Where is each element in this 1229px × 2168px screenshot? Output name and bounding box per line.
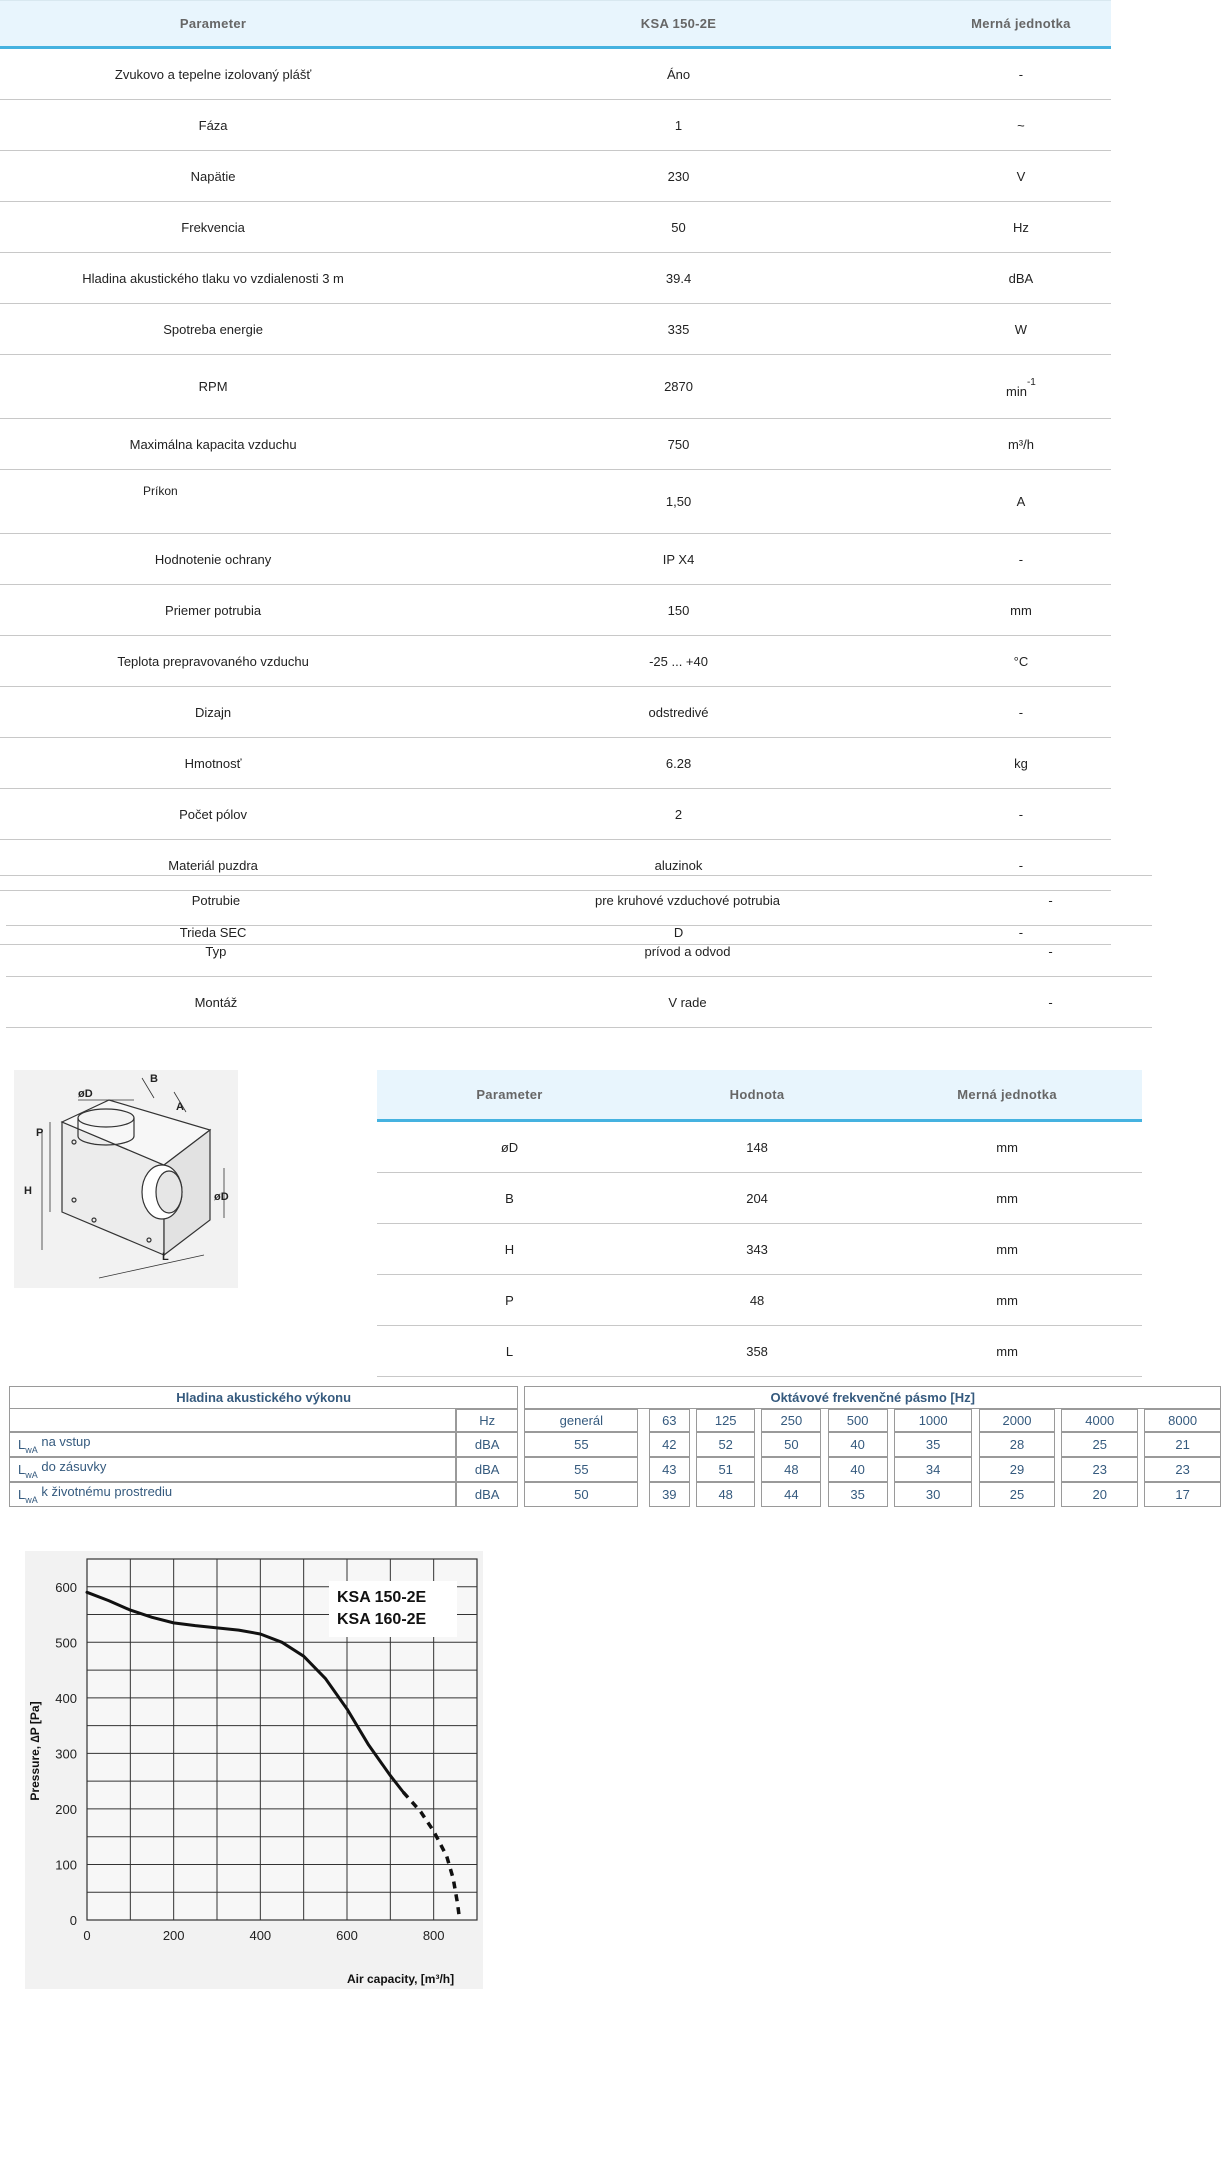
table-row	[0, 419, 1111, 470]
param-name: Fáza	[0, 100, 426, 151]
lwa-symbol: L	[18, 1437, 26, 1452]
param-name: Potrubie	[6, 875, 426, 926]
pressure-chart	[25, 1551, 483, 1989]
label-l: L	[162, 1251, 169, 1263]
acoustic-value: 50	[524, 1482, 638, 1507]
param-unit: W	[931, 304, 1111, 355]
table-row	[0, 202, 1111, 253]
octave-band-title: Oktávové frekvenčné pásmo [Hz]	[524, 1386, 1221, 1409]
acoustic-value: 55	[524, 1457, 638, 1482]
dim-name: øD	[377, 1121, 642, 1173]
y-tick-label: 400	[55, 1690, 77, 1706]
label-h: H	[24, 1185, 32, 1197]
dim-unit: mm	[872, 1121, 1142, 1173]
acoustic-row	[9, 1457, 1221, 1482]
spec-table	[0, 0, 1111, 945]
y-tick-label: 200	[55, 1801, 77, 1817]
lwa-subscript: wA	[25, 1495, 38, 1505]
param-value: IP X4	[426, 534, 931, 585]
acoustic-value: 44	[761, 1482, 821, 1507]
legend-item: KSA 150-2E	[337, 1589, 427, 1606]
x-axis-label: Air capacity, [m³/h]	[347, 1972, 455, 1986]
param-unit: Hz	[931, 202, 1111, 253]
param-value: aluzinok	[426, 840, 931, 891]
table-row	[0, 687, 1111, 738]
param-value: 1,50	[426, 470, 931, 534]
param-name: Hladina akustického tlaku vo vzdialenosti 3 m	[0, 253, 426, 304]
param-name: RPM	[0, 355, 426, 419]
param-unit: -	[931, 687, 1111, 738]
table-row	[377, 1275, 1142, 1326]
label-od-side: øD	[214, 1191, 229, 1203]
acoustic-unit: dBA	[456, 1432, 518, 1457]
x-tick-label: 200	[162, 1928, 185, 1943]
param-value: -25 ... +40	[426, 636, 931, 687]
acoustic-value: 21	[1144, 1432, 1221, 1457]
param-value: 150	[426, 585, 931, 636]
param-value: V rade	[426, 977, 949, 1028]
table-row	[0, 48, 1111, 100]
spacer	[638, 1482, 648, 1507]
param-value: 335	[426, 304, 931, 355]
param-unit: -	[931, 48, 1111, 100]
param-value: odstredivé	[426, 687, 931, 738]
acoustic-value: 55	[524, 1432, 638, 1457]
spec-header-parameter: Parameter	[0, 1, 426, 48]
table-row	[377, 1326, 1142, 1377]
param-unit: V	[931, 151, 1111, 202]
param-value: pre kruhové vzduchové potrubia	[426, 875, 949, 926]
param-unit: -	[949, 977, 1152, 1028]
acoustic-value: 28	[979, 1432, 1056, 1457]
acoustic-value: 25	[979, 1482, 1056, 1507]
dims-header-value: Hodnota	[642, 1070, 872, 1121]
dim-value: 343	[642, 1224, 872, 1275]
acoustic-row-label	[9, 1482, 456, 1507]
band-header: generál	[524, 1409, 638, 1432]
band-header: 2000	[979, 1409, 1056, 1432]
band-header: 63	[649, 1409, 690, 1432]
acoustic-value: 48	[761, 1457, 821, 1482]
param-name: Dizajn	[0, 687, 426, 738]
dim-name: P	[377, 1275, 642, 1326]
band-header: 250	[761, 1409, 821, 1432]
dim-value: 204	[642, 1173, 872, 1224]
param-name: Frekvencia	[0, 202, 426, 253]
param-value: 230	[426, 151, 931, 202]
param-name: Zvukovo a tepelne izolovaný plášť	[0, 48, 426, 100]
x-tick-label: 0	[83, 1928, 91, 1943]
legend-item: KSA 160-2E	[337, 1611, 427, 1628]
acoustic-value: 52	[696, 1432, 755, 1457]
acoustic-value: 25	[1061, 1432, 1138, 1457]
param-name: Maximálna kapacita vzduchu	[0, 419, 426, 470]
param-unit: ~	[931, 100, 1111, 151]
dim-value: 48	[642, 1275, 872, 1326]
blank-cell	[9, 1409, 456, 1432]
spacer	[638, 1409, 648, 1432]
acoustic-value: 40	[828, 1457, 888, 1482]
param-name: Priemer potrubia	[0, 585, 426, 636]
param-value: 750	[426, 419, 931, 470]
band-header: 4000	[1061, 1409, 1138, 1432]
param-value: Áno	[426, 48, 931, 100]
acoustic-value: 23	[1144, 1457, 1221, 1482]
table-row	[0, 738, 1111, 789]
param-unit: -	[931, 840, 1111, 891]
label-p: P	[36, 1127, 44, 1139]
y-axis-label: Pressure, ∆P [Pa]	[28, 1701, 42, 1801]
dims-header-row	[377, 1070, 1142, 1121]
x-tick-label: 600	[336, 1928, 358, 1943]
acoustic-value: 39	[649, 1482, 690, 1507]
acoustic-value: 50	[761, 1432, 821, 1457]
label-a: A	[176, 1101, 184, 1113]
param-unit: -	[931, 789, 1111, 840]
spec-table-continued	[6, 875, 1152, 1028]
y-tick-label: 0	[69, 1913, 77, 1928]
acoustic-value: 43	[649, 1457, 690, 1482]
table-row	[6, 875, 1152, 926]
param-name: Teplota prepravovaného vzduchu	[0, 636, 426, 687]
table-row	[0, 585, 1111, 636]
x-tick-label: 400	[249, 1928, 272, 1943]
param-unit: -	[931, 891, 1111, 945]
table-row	[0, 355, 1111, 419]
acoustic-value: 48	[696, 1482, 755, 1507]
param-unit: m³/h	[931, 419, 1111, 470]
acoustic-row-label	[9, 1432, 456, 1457]
spec-header-row	[0, 1, 1111, 48]
acoustic-title-row	[9, 1386, 1221, 1409]
param-name: Napätie	[0, 151, 426, 202]
param-unit: -	[949, 926, 1152, 977]
pressure-chart-svg	[25, 1551, 483, 1989]
acoustic-value: 17	[1144, 1482, 1221, 1507]
param-value: 39.4	[426, 253, 931, 304]
acoustic-value: 34	[894, 1457, 973, 1482]
fan-box-drawing	[14, 1070, 238, 1288]
dim-unit: mm	[872, 1224, 1142, 1275]
param-name: Hodnotenie ochrany	[0, 534, 426, 585]
lwa-subscript: wA	[25, 1445, 38, 1455]
table-row	[0, 100, 1111, 151]
label-od-top: øD	[78, 1088, 93, 1100]
band-header: 125	[696, 1409, 755, 1432]
table-row	[0, 304, 1111, 355]
table-row	[377, 1224, 1142, 1275]
dims-header-unit: Merná jednotka	[872, 1070, 1142, 1121]
dims-header-parameter: Parameter	[377, 1070, 642, 1121]
param-name-text: Príkon	[143, 484, 178, 498]
dim-value: 148	[642, 1121, 872, 1173]
acoustic-row	[9, 1432, 1221, 1457]
band-header: 1000	[894, 1409, 973, 1432]
param-name: Typ	[6, 926, 426, 977]
table-row	[377, 1121, 1142, 1173]
spacer	[638, 1432, 648, 1457]
unit-header: Hz	[456, 1409, 518, 1432]
param-value: 2870	[426, 355, 931, 419]
table-row	[377, 1173, 1142, 1224]
dim-name: B	[377, 1173, 642, 1224]
acoustic-table	[9, 1386, 1221, 1507]
band-header: 8000	[1144, 1409, 1221, 1432]
param-unit: A	[931, 470, 1111, 534]
acoustic-value: 23	[1061, 1457, 1138, 1482]
param-name: Počet pólov	[0, 789, 426, 840]
x-tick-label: 800	[422, 1928, 445, 1943]
acoustic-value: 35	[828, 1482, 888, 1507]
param-value: 50	[426, 202, 931, 253]
y-tick-label: 300	[55, 1746, 77, 1762]
param-value: 2	[426, 789, 931, 840]
dimension-drawing	[14, 1070, 238, 1288]
table-row	[0, 470, 1111, 534]
param-unit: dBA	[931, 253, 1111, 304]
acoustic-value: 30	[894, 1482, 973, 1507]
lwa-symbol: L	[18, 1487, 26, 1502]
acoustic-value: 35	[894, 1432, 973, 1457]
param-value: prívod a odvod	[426, 926, 949, 977]
param-name	[0, 470, 426, 534]
lwa-subscript: wA	[25, 1470, 38, 1480]
acoustic-value: 51	[696, 1457, 755, 1482]
param-value: 1	[426, 100, 931, 151]
param-unit: °C	[931, 636, 1111, 687]
unit-superscript: -1	[1026, 377, 1036, 388]
param-unit: kg	[931, 738, 1111, 789]
acoustic-value: 40	[828, 1432, 888, 1457]
dimensions-table	[377, 1070, 1142, 1377]
lwa-description: na vstup	[37, 1434, 91, 1449]
acoustic-band-row	[9, 1409, 1221, 1432]
table-row	[0, 636, 1111, 687]
acoustic-row-label	[9, 1457, 456, 1482]
param-value: 6.28	[426, 738, 931, 789]
table-row	[6, 977, 1152, 1028]
dim-unit: mm	[872, 1173, 1142, 1224]
spec-header-unit: Merná jednotka	[931, 1, 1111, 48]
acoustic-value: 29	[979, 1457, 1056, 1482]
dim-name: H	[377, 1224, 642, 1275]
acoustic-unit: dBA	[456, 1482, 518, 1507]
param-name: Spotreba energie	[0, 304, 426, 355]
param-unit: -	[949, 875, 1152, 926]
param-value: D	[426, 891, 931, 945]
table-row	[0, 151, 1111, 202]
table-row	[0, 253, 1111, 304]
lwa-description: do zásuvky	[37, 1459, 107, 1474]
y-tick-label: 500	[55, 1635, 77, 1651]
lwa-description: k životnému prostrediu	[37, 1484, 173, 1499]
spacer	[638, 1457, 648, 1482]
acoustic-unit: dBA	[456, 1457, 518, 1482]
dim-unit: mm	[872, 1326, 1142, 1377]
spec-header-model: KSA 150-2E	[426, 1, 931, 48]
label-b: B	[150, 1073, 158, 1085]
param-name: Hmotnosť	[0, 738, 426, 789]
param-name: Montáž	[6, 977, 426, 1028]
unit-base: min	[1006, 384, 1027, 399]
table-row	[6, 926, 1152, 977]
dim-value: 358	[642, 1326, 872, 1377]
param-unit: -	[931, 534, 1111, 585]
table-row	[0, 789, 1111, 840]
acoustic-row	[9, 1482, 1221, 1507]
param-unit	[931, 355, 1111, 419]
dim-unit: mm	[872, 1275, 1142, 1326]
param-name: Materiál puzdra	[0, 840, 426, 891]
param-unit: mm	[931, 585, 1111, 636]
dim-name: L	[377, 1326, 642, 1377]
acoustic-value: 20	[1061, 1482, 1138, 1507]
param-name: Trieda SEC	[0, 891, 426, 945]
acoustic-title: Hladina akustického výkonu	[9, 1386, 518, 1409]
acoustic-value: 42	[649, 1432, 690, 1457]
y-tick-label: 100	[55, 1857, 77, 1873]
table-row	[0, 534, 1111, 585]
y-tick-label: 600	[55, 1579, 77, 1595]
lwa-symbol: L	[18, 1462, 26, 1477]
band-header: 500	[828, 1409, 888, 1432]
